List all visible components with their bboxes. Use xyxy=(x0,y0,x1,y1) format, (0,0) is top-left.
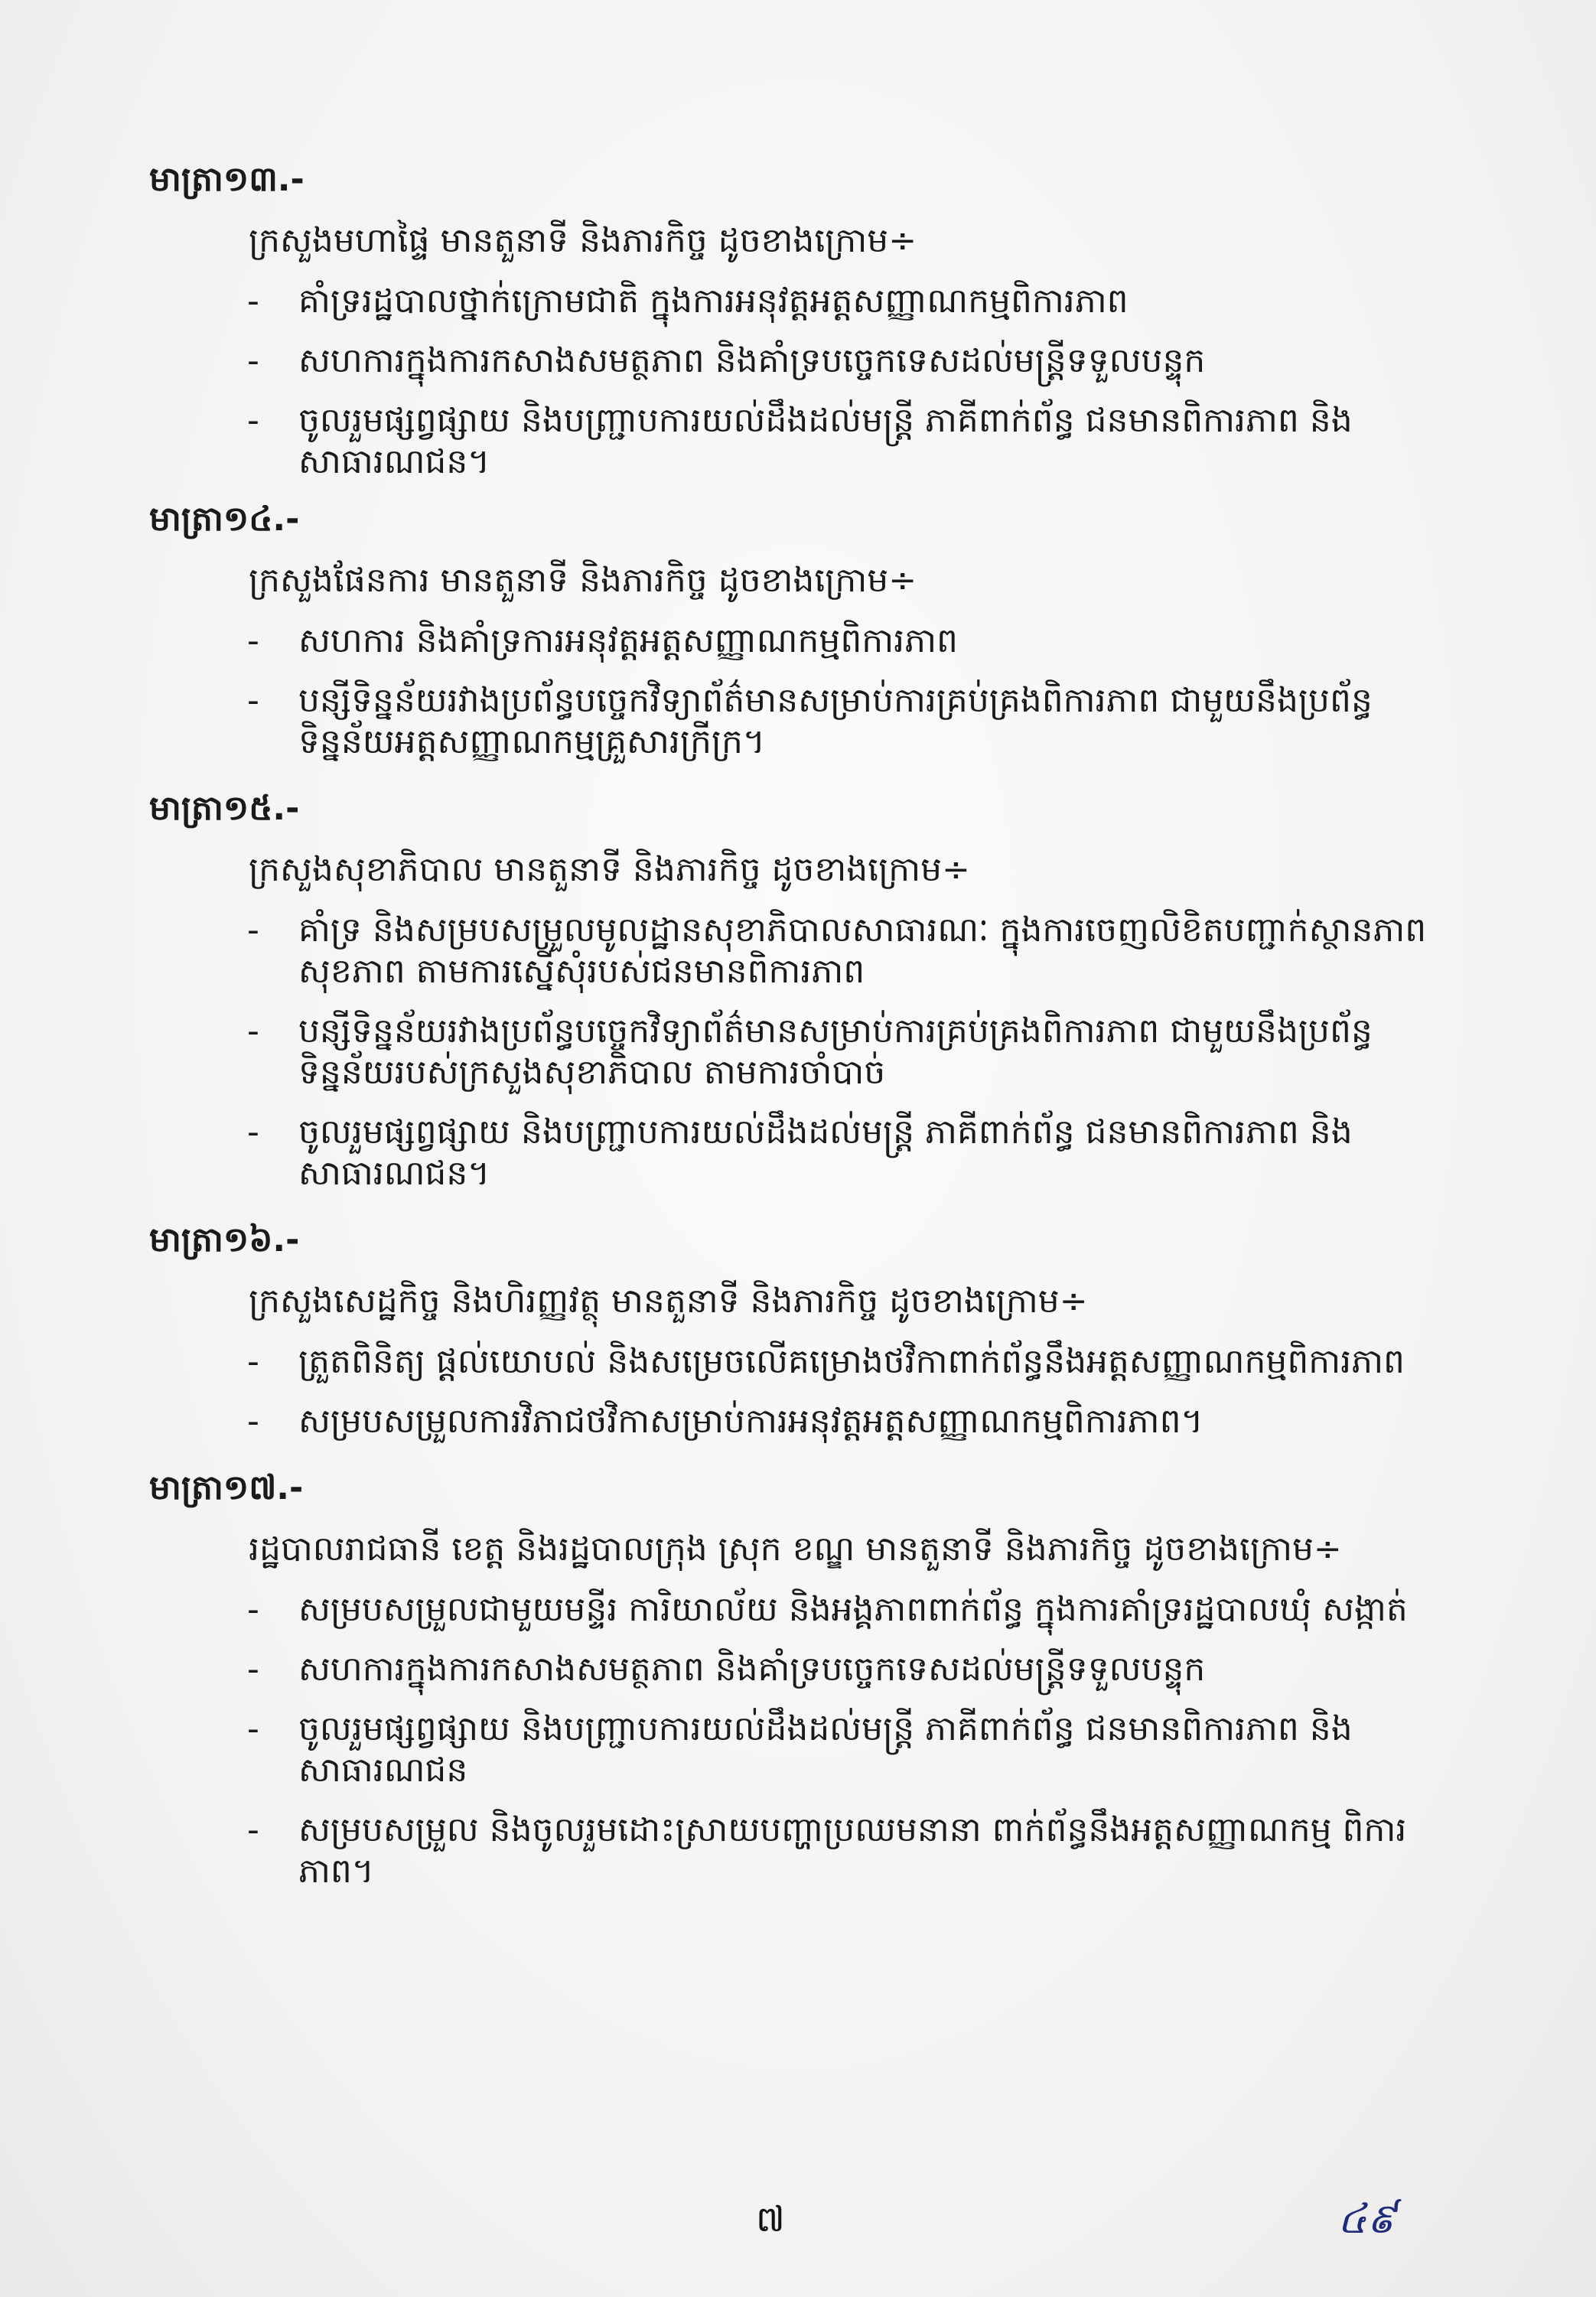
list-item-text: ចូលរួមផ្សព្វផ្សាយ និងបញ្ជ្រាបការយល់ដឹងដល់មន្ត្រី ភាគីពាក់ព័ន្ធ ជនមានពិការភាព និង សាធារណជន xyxy=(298,1709,1353,1790)
list-item xyxy=(149,680,1435,763)
list-item-text: សម្របសម្រួលការវិភាជថវិកាសម្រាប់ការអនុវត្តអត្តសញ្ញាណកម្មពិការភាព។ xyxy=(298,1402,1204,1441)
list-item xyxy=(149,281,1435,322)
article-intro: ក្រសួងសុខាភិបាល មានតួនាទី និងភារកិច្ច ដូចខាងក្រោម÷ xyxy=(249,850,970,889)
list-item xyxy=(149,621,1435,662)
list-item xyxy=(149,340,1435,382)
list-item xyxy=(149,1341,1435,1383)
article-intro: រដ្ឋបាលរាជធានី ខេត្ត និងរដ្ឋបាលក្រុង ស្រុក ខណ្ឌ មានតួនាទី និងភារកិច្ច ដូចខាងក្រោម÷ xyxy=(249,1530,1342,1569)
list-item-text: គាំទ្ររដ្ឋបាលថ្នាក់ក្រោមជាតិ ក្នុងការអនុវត្តអត្តសញ្ញាណកម្មពិការភាព xyxy=(298,282,1129,321)
list-item-text: សហការក្នុងការកសាងសមត្ថភាព និងគាំទ្របច្ចេកទេសដល់មន្ត្រីទទួលបន្ទុក xyxy=(298,1650,1206,1689)
document-body xyxy=(149,157,1435,1892)
list-item xyxy=(149,910,1435,992)
article-intro: ក្រសួងផែនការ មានតួនាទី និងភារកិច្ច ដូចខាងក្រោម÷ xyxy=(249,561,917,600)
list-item-text: សម្របសម្រួល និងចូលរួមដោះស្រាយបញ្ហាប្រឈមនានា ពាក់ព័ន្ធនឹងអត្តសញ្ញាណកម្ម ពិការភាព។ xyxy=(298,1810,1407,1891)
article-heading: មាត្រា១៥.- xyxy=(149,789,300,828)
bullet-dash: - xyxy=(247,911,259,950)
article-intro: ក្រសួងសេដ្ឋកិច្ច និងហិរញ្ញវត្ថុ មានតួនាទី និងភារកិច្ច ដូចខាងក្រោម÷ xyxy=(249,1282,1088,1321)
list-item-text: គាំទ្រ និងសម្របសម្រួលមូលដ្ឋានសុខាភិបាលសាធារណៈ ក្នុងការចេញលិខិតបញ្ជាក់ស្ថានភាព សុខភាព តាមការស្នើសុំរបស់ជនមានពិការភាព xyxy=(298,911,1427,991)
bullet-dash: - xyxy=(247,1709,259,1748)
article-15 xyxy=(149,786,1435,1194)
list-item xyxy=(149,1649,1435,1690)
list-item-text: ត្រួតពិនិត្យ ផ្តល់យោបល់ និងសម្រេចលើគម្រោងថវិកាពាក់ព័ន្ធនឹងអត្តសញ្ញាណកម្មពិការភាព xyxy=(298,1342,1405,1381)
article-17 xyxy=(149,1465,1435,1892)
bullet-dash: - xyxy=(247,401,259,440)
list-item xyxy=(149,1401,1435,1442)
list-item-text: សម្របសម្រួលជាមួយមន្ទីរ ការិយាល័យ និងអង្គភាពពាក់ព័ន្ធ ក្នុងការគាំទ្ររដ្ឋបាលឃុំ សង្កាត់ xyxy=(298,1590,1408,1629)
list-item-text: បន្សីទិន្នន័យរវាងប្រព័ន្ធបច្ចេកវិទ្យាព័ត៌មានសម្រាប់ការគ្រប់គ្រងពិការភាព ជាមួយនឹងប្រព័ន្ធ ទិន្នន័យអត្តសញ្ញាណកម្មគ្រួសារក្រីក្រ។ xyxy=(298,681,1373,761)
bullet-dash: - xyxy=(247,1590,259,1629)
duty-list xyxy=(149,1589,1435,1892)
duty-list xyxy=(149,281,1435,483)
bullet-dash: - xyxy=(247,282,259,321)
list-item-text: សហការ និងគាំទ្រការអនុវត្តអត្តសញ្ញាណកម្មពិការភាព xyxy=(298,621,958,660)
article-14 xyxy=(149,497,1435,763)
list-item-text: សហការក្នុងការកសាងសមត្ថភាព និងគាំទ្របច្ចេកទេសដល់មន្ត្រីទទួលបន្ទុក xyxy=(298,341,1206,380)
list-item-text: បន្សីទិន្នន័យរវាងប្រព័ន្ធបច្ចេកវិទ្យាព័ត៌មានសម្រាប់ការគ្រប់គ្រងពិការភាព ជាមួយនឹងប្រព័ន្ធ ទិន្នន័យរបស់ក្រសួងសុខាភិបាល តាមការចាំបាច់ xyxy=(298,1012,1373,1092)
duty-list xyxy=(149,621,1435,763)
handwritten-page-number: ៤៩ xyxy=(1337,2194,1396,2243)
bullet-dash: - xyxy=(247,1113,259,1152)
list-item xyxy=(149,400,1435,483)
article-intro: ក្រសួងមហាផ្ទៃ មានតួនាទី និងភារកិច្ច ដូចខាងក្រោម÷ xyxy=(249,221,917,260)
duty-list xyxy=(149,1341,1435,1442)
duty-list xyxy=(149,910,1435,1194)
list-item-text: ចូលរួមផ្សព្វផ្សាយ និងបញ្ជ្រាបការយល់ដឹងដល់មន្ត្រី ភាគីពាក់ព័ន្ធ ជនមានពិការភាព និង សាធារណជន។ xyxy=(298,401,1353,481)
list-item xyxy=(149,1709,1435,1791)
article-heading: មាត្រា១៤.- xyxy=(149,500,300,539)
article-heading: មាត្រា១៦.- xyxy=(149,1220,300,1259)
bullet-dash: - xyxy=(247,1342,259,1381)
bullet-dash: - xyxy=(247,1650,259,1689)
bullet-dash: - xyxy=(247,1402,259,1441)
list-item-text: ចូលរួមផ្សព្វផ្សាយ និងបញ្ជ្រាបការយល់ដឹងដល់មន្ត្រី ភាគីពាក់ព័ន្ធ ជនមានពិការភាព និង សាធារណជន។ xyxy=(298,1113,1353,1193)
bullet-dash: - xyxy=(247,681,259,720)
bullet-dash: - xyxy=(247,1012,259,1051)
list-item xyxy=(149,1589,1435,1631)
bullet-dash: - xyxy=(247,621,259,660)
article-16 xyxy=(149,1217,1435,1442)
article-heading: មាត្រា១៧.- xyxy=(149,1468,304,1507)
list-item xyxy=(149,1011,1435,1093)
article-heading: មាត្រា១៣.- xyxy=(149,160,305,199)
bullet-dash: - xyxy=(247,1810,259,1849)
list-item xyxy=(149,1810,1435,1892)
list-item xyxy=(149,1112,1435,1194)
article-13 xyxy=(149,157,1435,483)
bullet-dash: - xyxy=(247,341,259,380)
page-number: ៧ xyxy=(756,2198,785,2240)
